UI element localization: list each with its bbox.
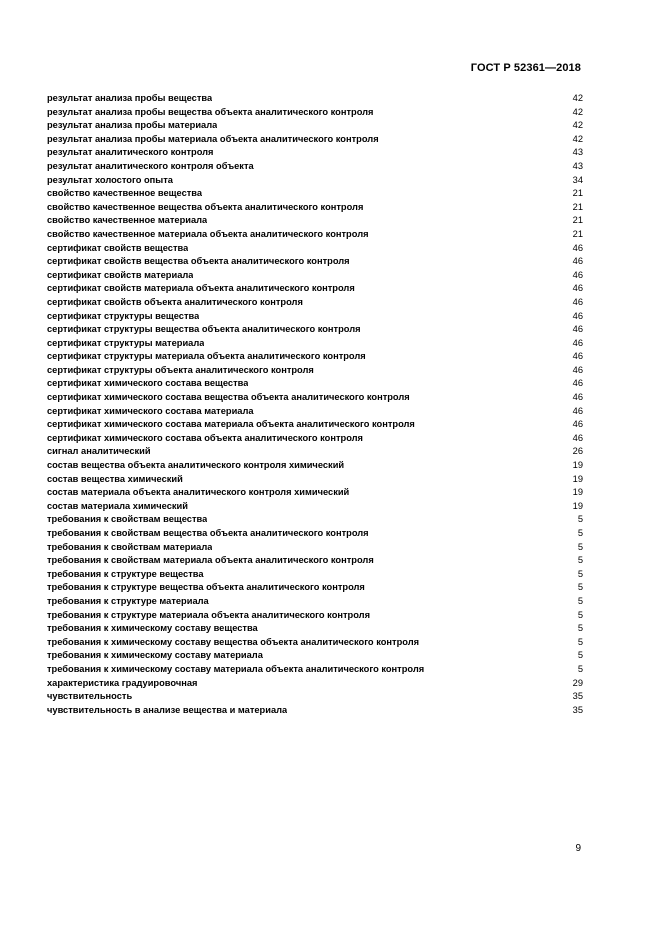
index-term: требования к химическому составу материала объекта аналитического контроля <box>47 663 425 674</box>
index-entry <box>47 255 583 269</box>
index-term: требования к структуре материала <box>47 595 209 606</box>
index-entry <box>47 568 583 582</box>
index-term: состав вещества химический <box>47 473 183 484</box>
index-entry <box>47 554 583 568</box>
index-term: результат анализа пробы материала объекта аналитического контроля <box>47 133 379 144</box>
index-page-ref: 46 <box>572 269 583 280</box>
index-page-ref: 21 <box>572 228 583 239</box>
index-entry <box>47 595 583 609</box>
index-term: требования к свойствам вещества <box>47 514 208 525</box>
index-entry <box>47 282 583 296</box>
index-entry <box>47 459 583 473</box>
term-index-list <box>47 92 583 717</box>
index-entry <box>47 106 583 120</box>
index-term: свойство качественное вещества объекта аналитического контроля <box>47 201 364 212</box>
index-entry <box>47 228 583 242</box>
index-page-ref: 29 <box>572 677 583 688</box>
index-term: сертификат структуры объекта аналитического контроля <box>47 364 314 375</box>
index-entry <box>47 242 583 256</box>
index-term: свойство качественное материала <box>47 215 208 226</box>
index-entry <box>47 418 583 432</box>
document-standard-header: ГОСТ Р 52361—2018 <box>470 62 581 74</box>
index-term: результат холостого опыта <box>47 174 173 185</box>
index-entry <box>47 133 583 147</box>
index-term: чувствительность <box>47 691 133 702</box>
index-page-ref: 46 <box>572 283 583 294</box>
index-term: требования к химическому составу вещества объекта аналитического контроля <box>47 636 420 647</box>
index-term: сертификат структуры вещества объекта аналитического контроля <box>47 324 361 335</box>
index-page-ref: 42 <box>572 133 583 144</box>
index-page-ref: 5 <box>577 609 583 620</box>
index-entry <box>47 201 583 215</box>
index-entry <box>47 296 583 310</box>
index-entry <box>47 119 583 133</box>
index-page-ref: 42 <box>572 120 583 131</box>
index-page-ref: 46 <box>572 256 583 267</box>
index-page-ref: 26 <box>572 446 583 457</box>
index-term: требования к структуре материала объекта аналитического контроля <box>47 609 371 620</box>
index-term: требования к свойствам материала <box>47 541 213 552</box>
index-term: состав материала химический <box>47 500 188 511</box>
index-page-ref: 46 <box>572 296 583 307</box>
index-term: требования к химическому составу вещества <box>47 623 258 634</box>
index-entry <box>47 622 583 636</box>
index-entry <box>47 473 583 487</box>
index-page-ref: 5 <box>577 663 583 674</box>
index-entry <box>47 337 583 351</box>
index-page-ref: 5 <box>577 555 583 566</box>
index-page-ref: 35 <box>572 691 583 702</box>
index-entry <box>47 174 583 188</box>
index-page-ref: 5 <box>577 595 583 606</box>
index-page-ref: 19 <box>572 500 583 511</box>
index-term: чувствительность в анализе вещества и материала <box>47 704 288 715</box>
index-entry <box>47 677 583 691</box>
index-entry <box>47 581 583 595</box>
index-term: требования к свойствам вещества объекта аналитического контроля <box>47 528 369 538</box>
index-entry <box>47 486 583 500</box>
index-entry <box>47 350 583 364</box>
index-entry <box>47 690 583 704</box>
index-term: результат аналитического контроля объекта <box>47 160 254 171</box>
index-page-ref: 46 <box>572 337 583 348</box>
index-page-ref: 19 <box>572 460 583 471</box>
index-entry <box>47 146 583 160</box>
index-entry <box>47 704 583 718</box>
index-term: сертификат химического состава материала объекта аналитического контроля <box>47 419 415 430</box>
index-page-ref: 5 <box>577 568 583 579</box>
index-term: сертификат химического состава материала <box>47 405 254 416</box>
index-term: состав материала объекта аналитического контроля химический <box>47 487 350 498</box>
index-page-ref: 43 <box>572 147 583 158</box>
index-term: сертификат структуры материала объекта аналитического контроля <box>47 351 366 362</box>
index-page-ref: 5 <box>577 528 583 538</box>
index-entry <box>47 92 583 106</box>
index-page-ref: 21 <box>572 188 583 199</box>
index-term: требования к свойствам материала объекта аналитического контроля <box>47 555 374 566</box>
index-term: характеристика градуировочная <box>47 677 198 688</box>
index-term: требования к химическому составу материала <box>47 650 263 661</box>
index-page-ref: 35 <box>572 704 583 715</box>
index-page-ref: 19 <box>572 473 583 484</box>
index-term: сертификат химического состава объекта аналитического контроля <box>47 432 363 443</box>
index-page-ref: 43 <box>572 160 583 171</box>
index-page-ref: 42 <box>572 93 583 103</box>
index-page-ref: 5 <box>577 582 583 593</box>
index-entry <box>47 513 583 527</box>
index-page-ref: 46 <box>572 378 583 389</box>
index-page-ref: 5 <box>577 650 583 661</box>
index-entry <box>47 405 583 419</box>
index-page-ref: 21 <box>572 201 583 212</box>
index-term: требования к структуре вещества объекта аналитического контроля <box>47 582 365 593</box>
index-term: сертификат химического состава вещества объекта аналитического контроля <box>47 392 410 403</box>
index-entry <box>47 310 583 324</box>
index-term: сертификат свойств вещества <box>47 242 189 253</box>
index-page-ref: 5 <box>577 541 583 552</box>
index-entry <box>47 187 583 201</box>
index-term: результат анализа пробы вещества <box>47 93 213 103</box>
index-page-ref: 5 <box>577 636 583 647</box>
index-entry <box>47 541 583 555</box>
index-page-ref: 46 <box>572 351 583 362</box>
index-entry <box>47 663 583 677</box>
index-term: сертификат структуры материала <box>47 337 205 348</box>
index-entry <box>47 160 583 174</box>
index-term: требования к структуре вещества <box>47 568 204 579</box>
index-page-ref: 46 <box>572 419 583 430</box>
index-entry <box>47 214 583 228</box>
index-page-ref: 5 <box>577 623 583 634</box>
index-term: сертификат свойств объекта аналитического контроля <box>47 296 303 307</box>
index-entry <box>47 377 583 391</box>
index-entry <box>47 649 583 663</box>
index-entry <box>47 432 583 446</box>
index-page-ref: 46 <box>572 310 583 321</box>
index-entry <box>47 364 583 378</box>
index-term: состав вещества объекта аналитического контроля химический <box>47 460 345 471</box>
index-entry <box>47 609 583 623</box>
index-page-ref: 46 <box>572 242 583 253</box>
index-entry <box>47 323 583 337</box>
index-entry <box>47 636 583 650</box>
index-page-ref: 46 <box>572 405 583 416</box>
index-term: сертификат свойств вещества объекта аналитического контроля <box>47 256 350 267</box>
index-term: результат аналитического контроля <box>47 147 214 158</box>
index-term: свойство качественное материала объекта аналитического контроля <box>47 228 369 239</box>
index-page-ref: 46 <box>572 324 583 335</box>
index-term: результат анализа пробы материала <box>47 120 218 131</box>
index-term: сигнал аналитический <box>47 446 151 457</box>
index-term: сертификат структуры вещества <box>47 310 200 321</box>
index-term: сертификат химического состава вещества <box>47 378 249 389</box>
index-entry <box>47 445 583 459</box>
index-entry <box>47 500 583 514</box>
index-page-ref: 42 <box>572 106 583 117</box>
index-page-ref: 34 <box>572 174 583 185</box>
index-term: сертификат свойств материала <box>47 269 194 280</box>
index-term: результат анализа пробы вещества объекта аналитического контроля <box>47 106 374 117</box>
index-page-ref: 5 <box>577 514 583 525</box>
index-entry <box>47 269 583 283</box>
index-entry <box>47 527 583 541</box>
index-term: свойство качественное вещества <box>47 188 203 199</box>
page-number: 9 <box>575 843 581 854</box>
index-page-ref: 46 <box>572 364 583 375</box>
index-page-ref: 46 <box>572 392 583 403</box>
index-page-ref: 46 <box>572 432 583 443</box>
index-term: сертификат свойств материала объекта аналитического контроля <box>47 283 355 294</box>
index-page-ref: 19 <box>572 487 583 498</box>
index-page-ref: 21 <box>572 215 583 226</box>
index-entry <box>47 391 583 405</box>
